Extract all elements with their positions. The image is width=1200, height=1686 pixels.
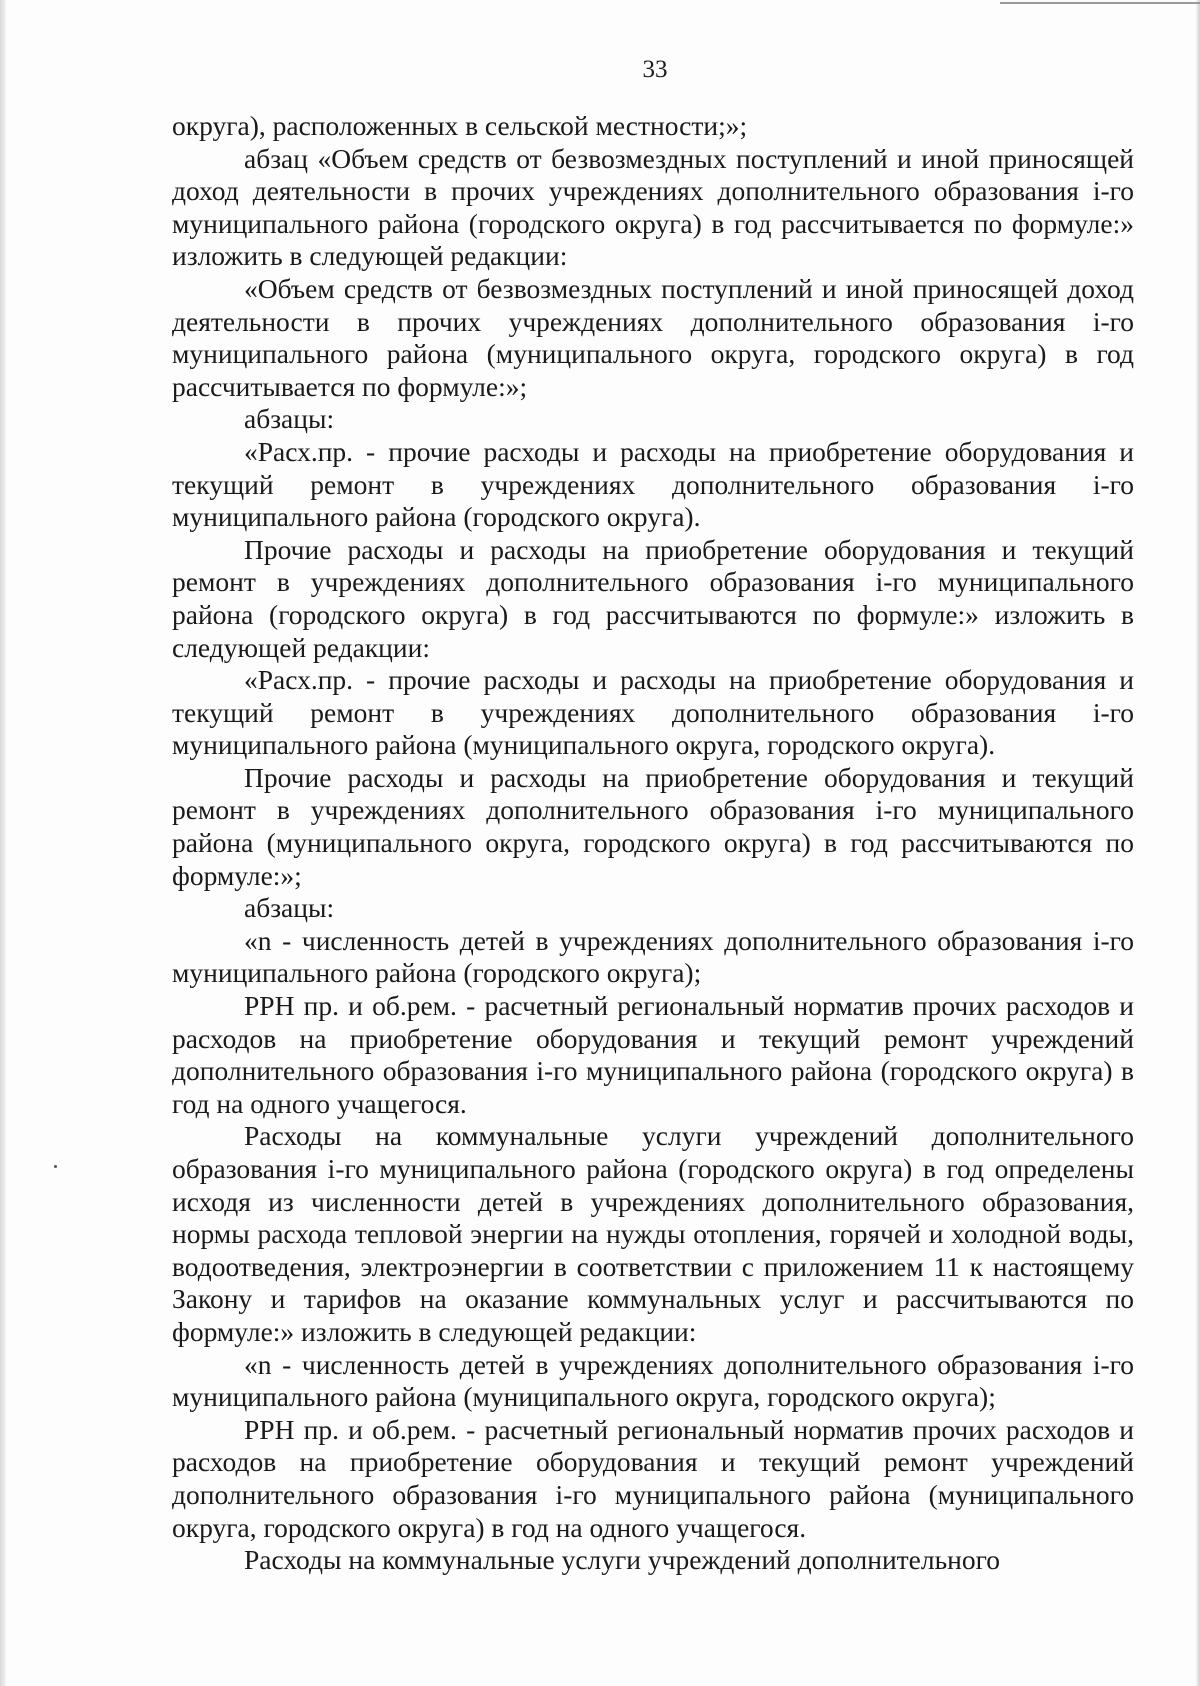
scan-speck bbox=[54, 1165, 57, 1168]
paragraph-2: абзац «Объем средств от безвозмездных поступлений и иной приносящей доход деятельности в прочих учреждениях дополнительного образования і-го муниципального района (городского округа) в год рассчитывается по формуле:» изложить в следующей редакции: bbox=[172, 142, 1134, 272]
paragraph-10: «n - численность детей в учреждениях дополнительного образования і-го муниципального района (городского округа); bbox=[172, 924, 1134, 989]
paragraph-9: абзацы: bbox=[244, 892, 335, 924]
page-number: 33 bbox=[642, 56, 668, 83]
paragraph-4: абзацы: bbox=[244, 403, 335, 435]
paragraph-8: Прочие расходы и расходы на приобретение оборудования и текущий ремонт в учреждениях дополнительного образования і-го муниципального района (муниципального округа, городского округа) в год рассчитываются по формуле:»; bbox=[172, 761, 1134, 891]
paragraph-13: «n - численность детей в учреждениях дополнительного образования і-го муниципального района (муниципального округа, городского округа); bbox=[172, 1348, 1134, 1413]
paragraph-3: «Объем средств от безвозмездных поступлений и иной приносящей доход деятельности в прочих учреждениях дополнительного образования і-го муниципального района (муниципального округа, городского округа) в год рассчитывается по формуле:»; bbox=[172, 272, 1134, 402]
paragraph-5: «Расх.пр. - прочие расходы и расходы на приобретение оборудования и текущий ремонт в учреждениях дополнительного образования і-го муниципального района (городского округа). bbox=[172, 435, 1134, 533]
paragraph-7: «Расх.пр. - прочие расходы и расходы на приобретение оборудования и текущий ремонт в учреждениях дополнительного образования і-го муниципального района (муниципального округа, городского округа). bbox=[172, 664, 1134, 761]
paragraph-11: РРН пр. и об.рем. - расчетный региональный норматив прочих расходов и расходов на приобретение оборудования и текущий ремонт учреждений дополнительного образования і-го муниципального района (городского округа) в год на одного учащегося. bbox=[172, 990, 1134, 1119]
paragraph-6: Прочие расходы и расходы на приобретение оборудования и текущий ремонт в учреждениях дополнительного образования і-го муниципального района (городского округа) в год рассчитываются по формуле:» изложить в следующей редакции: bbox=[172, 533, 1134, 663]
scan-edge-left bbox=[0, 0, 6, 1686]
paragraph-12: Расходы на коммунальные услуги учреждений дополнительного образования і-го муниципального района (городского округа) в год определены исходя из численности детей в учреждениях дополнительного образования, нормы расхода тепловой энергии на нужды отопления, горячей и холодной воды, водоотведения, электроэнергии в соответствии с приложением 11 к настоящему Закону и тарифов на оказание коммунальных услуг и рассчитываются по формуле:» изложить в следующей редакции: bbox=[172, 1120, 1134, 1347]
document-body bbox=[172, 110, 1134, 1577]
paragraph-14: РРН пр. и об.рем. - расчетный региональный норматив прочих расходов и расходов на приобретение оборудования и текущий ремонт учреждений дополнительного образования і-го муниципального района (муниципального округа, городского округа) в год на одного учащегося. bbox=[172, 1413, 1134, 1543]
paragraph-15: Расходы на коммунальные услуги учреждений дополнительного bbox=[244, 1544, 1000, 1576]
scan-edge-right bbox=[1196, 0, 1200, 1686]
paragraph-1: округа), расположенных в сельской местности;»; bbox=[172, 110, 748, 141]
scan-top-line bbox=[1000, 2, 1200, 4]
